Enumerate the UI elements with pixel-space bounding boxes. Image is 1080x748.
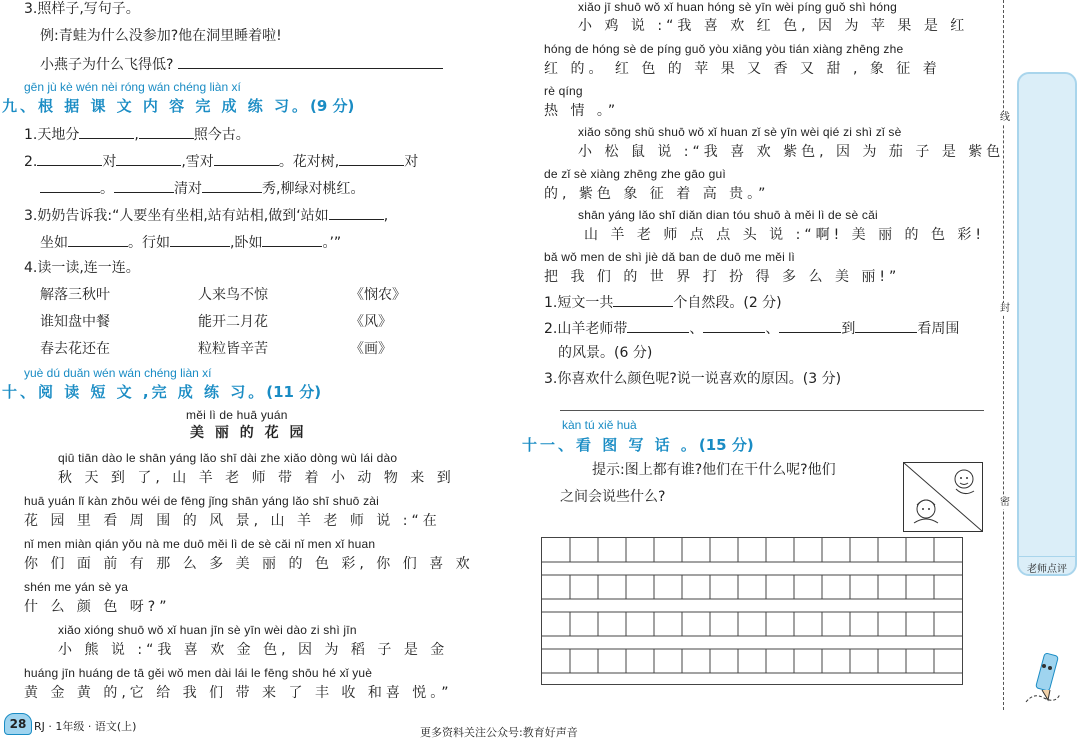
answer-blank[interactable]: [329, 205, 384, 220]
q3-prompt: [40, 54, 443, 74]
answer-blank[interactable]: [202, 178, 262, 193]
text: 、: [765, 321, 780, 337]
story-text: 你 们 面 前 有 那 么 多 美 丽 的 色 彩, 你 们 喜 欢: [24, 556, 474, 572]
panel-divider: [1019, 556, 1075, 557]
sec11-pinyin: kàn tú xiě huà: [562, 418, 637, 432]
right-q2: [544, 318, 959, 338]
teacher-comment-label: 老师点评: [1027, 564, 1067, 575]
book-info: RJ · 1年级 · 语文(上): [34, 720, 137, 733]
sec9-line2: [24, 151, 418, 171]
answer-blank[interactable]: [116, 151, 181, 166]
text: 。’”: [322, 235, 342, 251]
q3-example: 例:青蛙为什么没参加?他在洞里睡着啦!: [40, 28, 282, 44]
answer-blank[interactable]: [262, 232, 322, 247]
story-text: 小 松 鼠 说 :“我 喜 欢 紫色, 因 为 茄 子 是 紫色: [578, 144, 1005, 160]
story-pinyin: huā yuán lǐ kàn zhōu wéi de fēng jǐng shān yáng lǎo shī shuō zài: [24, 494, 380, 508]
q3-prompt-text: 小燕子为什么飞得低?: [40, 57, 174, 73]
answer-blank[interactable]: [37, 151, 102, 166]
writing-grid[interactable]: [541, 537, 963, 685]
binding-label: 封: [1000, 303, 1010, 314]
story-text: 把 我 们 的 世 界 打 扮 得 多 么 美 丽!”: [544, 269, 901, 285]
match-item[interactable]: 解落三秋叶: [40, 287, 110, 303]
text: 。: [100, 181, 114, 197]
sec11-score: (15 分): [698, 436, 754, 454]
answer-blank[interactable]: [779, 318, 841, 333]
q3-title: 3.照样子,写句子。: [24, 1, 140, 17]
writing-prompt-picture: [903, 462, 983, 532]
match-item[interactable]: 春去花还在: [40, 341, 110, 357]
story-text: 红 的。 红 色 的 苹 果 又 香 又 甜 , 象 征 着: [544, 61, 941, 77]
text: ,: [383, 208, 389, 224]
sec11-title: 十一、看 图 写 话 。: [522, 436, 699, 454]
match-item[interactable]: 能开二月花: [198, 314, 268, 330]
text: 1.短文一共: [544, 295, 614, 311]
story-text: 山 羊 老 师 点 点 头 说 :“啊! 美 丽 的 色 彩!: [584, 227, 986, 243]
story-pinyin: huáng jīn huáng de tā gěi wǒ men dài lái le fēng shōu hé xǐ yuè: [24, 666, 373, 680]
story-pinyin: xiǎo sōng shǔ shuō wǒ xǐ huan zǐ sè yīn wèi qié zi shì zǐ sè: [578, 125, 902, 139]
answer-blank[interactable]: [613, 292, 673, 307]
story-pinyin: shén me yán sè ya: [24, 580, 129, 594]
sec11-hint-1: 提示:图上都有谁?他们在干什么呢?他们: [592, 462, 836, 478]
sec9-line3: [40, 178, 364, 198]
sec9-heading: [2, 95, 354, 116]
grid-lines: [542, 538, 962, 684]
sec9-pinyin: gēn jù kè wén nèi róng wán chéng liàn xí: [24, 80, 241, 94]
match-item[interactable]: 《风》: [350, 314, 392, 330]
text: 坐如: [40, 235, 68, 251]
text: 。花对树,: [278, 154, 340, 170]
answer-line[interactable]: [560, 410, 984, 411]
text: 个自然段。(2 分): [673, 295, 782, 311]
page-number: 28: [4, 713, 32, 735]
match-item[interactable]: 《悯农》: [350, 287, 406, 303]
text: 、: [689, 321, 704, 337]
text: 1.天地分: [24, 127, 80, 143]
sec9-line6: 4.读一读,连一连。: [24, 260, 140, 276]
picture-illustration: [904, 463, 982, 531]
story-text: 什 么 颜 色 呀?”: [24, 599, 171, 615]
story-text: 秋 天 到 了, 山 羊 老 师 带 着 小 动 物 来 到: [58, 470, 455, 486]
answer-blank[interactable]: [40, 178, 100, 193]
match-item[interactable]: 人来鸟不惊: [198, 287, 268, 303]
answer-blank[interactable]: [139, 124, 194, 139]
story-pinyin: xiǎo jī shuō wǒ xǐ huan hóng sè yīn wèi píng guǒ shì hóng: [578, 0, 897, 14]
story-text: 花 园 里 看 周 围 的 风 景, 山 羊 老 师 说 :“在: [24, 513, 441, 529]
sec10-heading: [2, 381, 321, 402]
story-text: 黄 金 黄 的,它 给 我 们 带 来 了 丰 收 和喜 悦。”: [24, 685, 453, 701]
text: 看周围: [917, 321, 960, 337]
story-pinyin: qiū tiān dào le shān yáng lǎo shī dài zhe xiǎo dòng wù lái dào: [58, 451, 398, 465]
match-item[interactable]: 谁知盘中餐: [40, 314, 110, 330]
text: 照今古。: [193, 127, 250, 143]
text: ,卧如: [230, 235, 263, 251]
answer-blank[interactable]: [703, 318, 765, 333]
sec11-hint-2: 之间会说些什么?: [560, 489, 666, 505]
story-pinyin: nǐ men miàn qián yǒu nà me duō měi lì de sè cǎi nǐ men xǐ huan: [24, 537, 376, 551]
answer-blank[interactable]: [170, 232, 230, 247]
story-title: 美 丽 的 花 园: [190, 425, 307, 441]
right-q3: 3.你喜欢什么颜色呢?说一说喜欢的原因。(3 分): [544, 371, 842, 387]
text: 清对: [174, 181, 202, 197]
text: 。行如: [128, 235, 170, 251]
text: 对: [404, 154, 419, 170]
answer-blank[interactable]: [114, 178, 174, 193]
binding-label: 线: [1000, 112, 1010, 123]
answer-blank[interactable]: [855, 318, 917, 333]
answer-blank[interactable]: [79, 124, 134, 139]
match-item[interactable]: 粒粒皆辛苦: [198, 341, 268, 357]
text: 2.: [24, 154, 38, 170]
text: 2.山羊老师带: [544, 321, 628, 337]
text: ,: [134, 127, 139, 143]
story-pinyin: xiǎo xióng shuō wǒ xǐ huan jīn sè yīn wèi dào zi shì jīn: [58, 623, 357, 637]
story-text: 小 熊 说 :“我 喜 欢 金 色, 因 为 稻 子 是 金: [58, 642, 449, 658]
text: 对: [102, 154, 117, 170]
sec10-title: 十、阅 读 短 文 ,完 成 练 习。: [2, 383, 267, 401]
sec9-line4: [24, 205, 388, 225]
text: ,雪对: [181, 154, 214, 170]
footer-note: 更多资料关注公众号:教育好声音: [420, 726, 578, 739]
text: 3.奶奶告诉我:“人要坐有坐相,站有站相,做到‘站如: [24, 208, 329, 224]
right-q2-cont: 的风景。(6 分): [558, 345, 653, 361]
story-pinyin: shān yáng lǎo shī diǎn dian tóu shuō à měi lì de sè cǎi: [578, 208, 878, 222]
text: 秀,柳绿对桃红。: [262, 181, 365, 197]
answer-blank[interactable]: [178, 54, 443, 69]
right-q1: [544, 292, 782, 312]
story-pinyin: rè qíng: [544, 84, 583, 98]
story-text: 小 鸡 说 :“我 喜 欢 红 色, 因 为 苹 果 是 红: [578, 18, 969, 34]
story-pinyin: hóng de hóng sè de píng guǒ yòu xiāng yòu tián xiàng zhēng zhe: [544, 42, 904, 56]
answer-blank[interactable]: [214, 151, 279, 166]
answer-blank[interactable]: [627, 318, 689, 333]
sec9-score: (9 分): [310, 97, 355, 115]
story-text: 的, 紫色 象 征 着 高 贵。”: [544, 186, 770, 202]
sec9-line1: [24, 124, 250, 144]
sec9-line5: [40, 232, 341, 252]
text: 到: [841, 321, 856, 337]
sec9-title: 九、根 据 课 文 内 容 完 成 练 习。: [2, 97, 311, 115]
binding-line: [1003, 0, 1004, 710]
sec10-pinyin: yuè dú duǎn wén wán chéng liàn xí: [24, 366, 212, 380]
binding-label: 密: [1000, 497, 1010, 508]
story-pinyin: bǎ wǒ men de shì jiè dǎ ban de duō me měi lì: [544, 250, 795, 264]
story-title-pinyin: měi lì de huā yuán: [186, 408, 288, 422]
teacher-comment-panel[interactable]: [1017, 72, 1077, 576]
match-item[interactable]: 《画》: [350, 341, 392, 357]
pencil-mascot-icon: [1020, 648, 1068, 710]
story-pinyin: de zǐ sè xiàng zhēng zhe gāo guì: [544, 167, 726, 181]
answer-blank[interactable]: [339, 151, 404, 166]
sec10-score: (11 分): [266, 383, 322, 401]
answer-blank[interactable]: [68, 232, 128, 247]
story-text: 热 情 。”: [544, 103, 620, 119]
sec11-heading: [522, 434, 754, 455]
